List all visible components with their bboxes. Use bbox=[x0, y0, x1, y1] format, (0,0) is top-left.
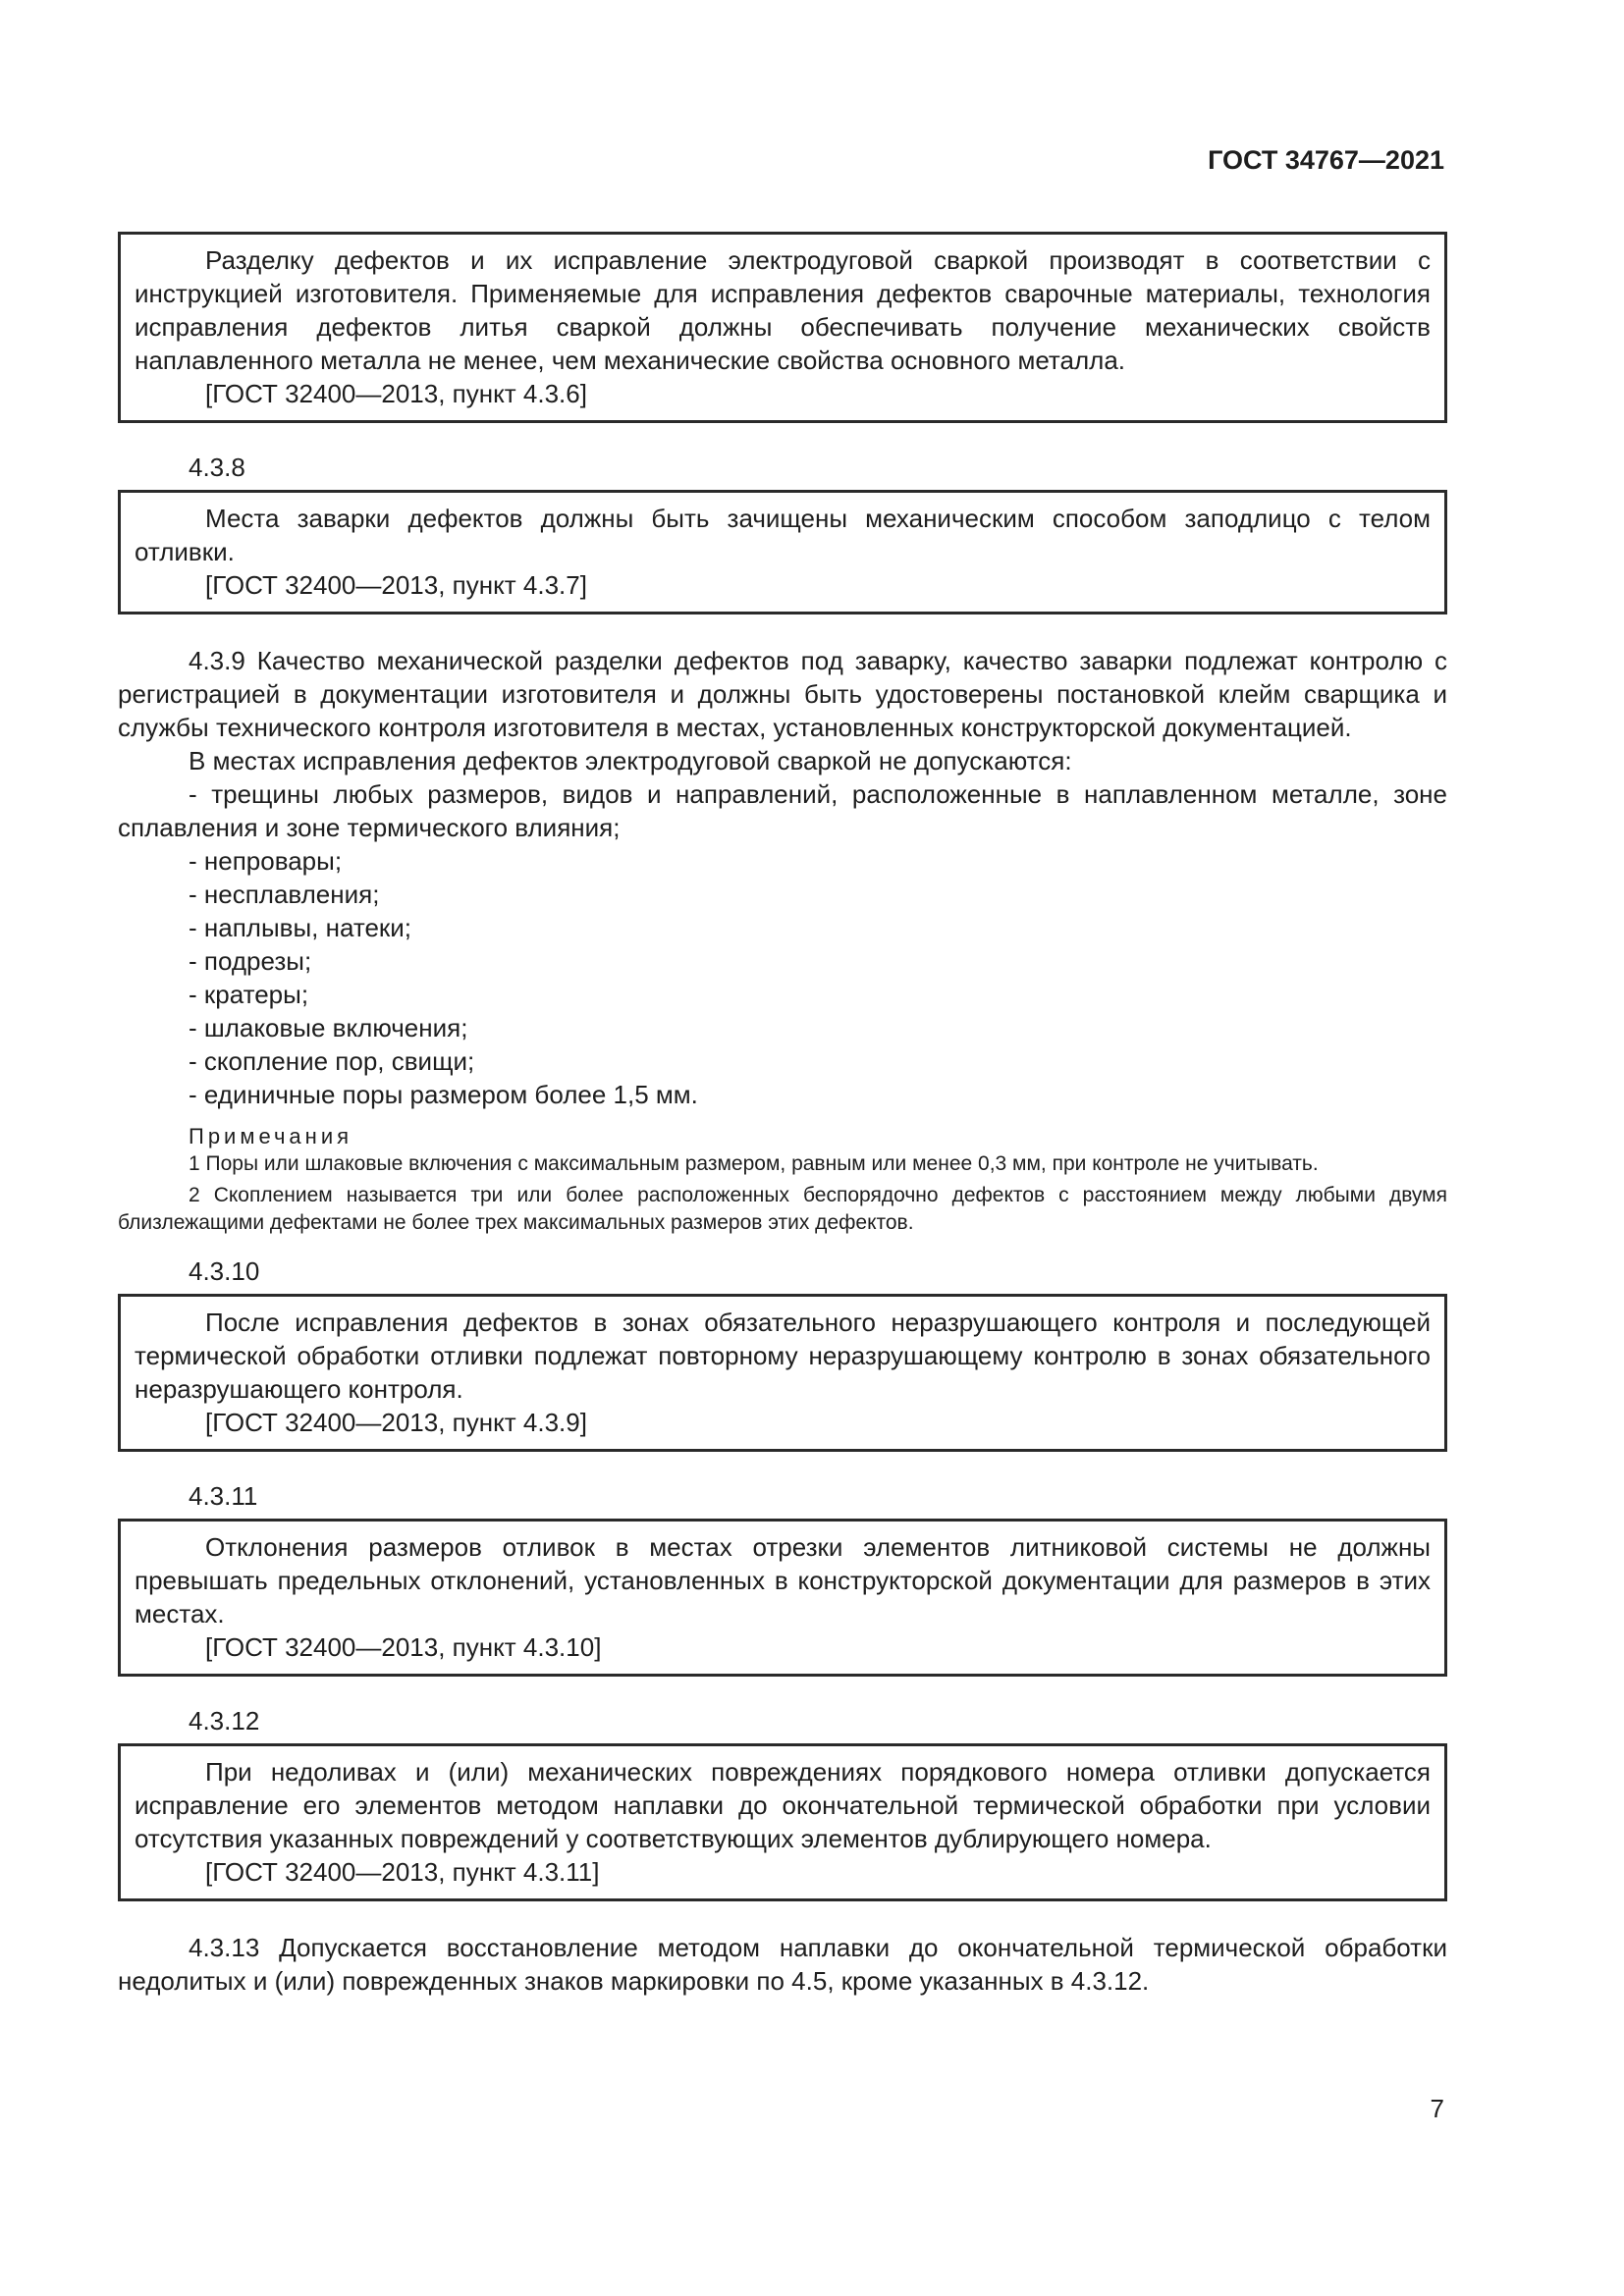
quoted-clause-box bbox=[118, 490, 1447, 614]
page-content bbox=[118, 232, 1447, 1998]
list-item: - несплавления; bbox=[189, 880, 380, 909]
quoted-clause-box bbox=[118, 1294, 1447, 1452]
list-item: - кратеры; bbox=[189, 980, 309, 1009]
clause-reference: [ГОСТ 32400—2013, пункт 4.3.11] bbox=[205, 1857, 600, 1887]
page-number: 7 bbox=[1430, 2094, 1444, 2123]
clause-number: 4.3.11 bbox=[189, 1481, 258, 1511]
list-item: - непровары; bbox=[189, 846, 343, 876]
clause-reference: [ГОСТ 32400—2013, пункт 4.3.7] bbox=[205, 570, 587, 600]
clause-number: 4.3.12 bbox=[189, 1706, 260, 1735]
list-item: - подрезы; bbox=[189, 946, 312, 976]
list-item: - шлаковые включения; bbox=[189, 1013, 468, 1042]
note-item: 1 Поры или шлаковые включения с максимальным размером, равным или менее 0,3 мм, при контроле не учитывать. bbox=[189, 1152, 1319, 1175]
list-item: - наплывы, натеки; bbox=[189, 913, 412, 942]
quoted-clause-box bbox=[118, 232, 1447, 423]
clause-text: Отклонения размеров отливок в местах отрезки элементов литниковой системы не должны превышать предельных отклонений, установленных в конструкторской документации для размеров в этих местах. bbox=[135, 1532, 1431, 1629]
clause-reference: [ГОСТ 32400—2013, пункт 4.3.10] bbox=[205, 1632, 602, 1662]
clause-text: После исправления дефектов в зонах обязательного неразрушающего контроля и последующей термической обработки отливки подлежат повторному неразрушающему контролю в зонах обязательного неразрушающего контроля. bbox=[135, 1308, 1431, 1404]
notes-heading: Примечания bbox=[189, 1124, 353, 1148]
clause-number: 4.3.10 bbox=[189, 1256, 260, 1286]
clause-text: При недоливах и (или) механических повреждениях порядкового номера отливки допускается исправление его элементов методом наплавки до окончательной термической обработки при условии отсутствия указанных повреждений у соответствующих элементов дублирующего номера. bbox=[135, 1757, 1431, 1853]
quoted-clause-box bbox=[118, 1743, 1447, 1901]
list-item: - единичные поры размером более 1,5 мм. bbox=[189, 1080, 698, 1109]
clause-reference: [ГОСТ 32400—2013, пункт 4.3.9] bbox=[205, 1408, 587, 1437]
clause-paragraph: 4.3.9 Качество механической разделки дефектов под заварку, качество заварки подлежат контролю с регистрацией в документации изготовителя и должны быть удостоверены постановкой клейм сварщика и службы технического контроля изготовителя в местах, установленных конструкторской документацией. bbox=[118, 646, 1447, 742]
clause-paragraph: 4.3.13 Допускается восстановление методом наплавки до окончательной термической обработки недолитых и (или) поврежденных знаков маркировки по 4.5, кроме указанных в 4.3.12. bbox=[118, 1933, 1447, 1996]
quoted-clause-box bbox=[118, 1519, 1447, 1677]
list-intro: В местах исправления дефектов электродуговой сваркой не допускаются: bbox=[189, 746, 1072, 775]
clause-reference: [ГОСТ 32400—2013, пункт 4.3.6] bbox=[205, 379, 587, 408]
document-number: ГОСТ 34767—2021 bbox=[1208, 145, 1444, 175]
note-item: 2 Скоплением называется три или более расположенных беспорядочно дефектов с расстоянием между любыми двумя близлежащими дефектами не более трех максимальных размеров этих дефектов. bbox=[118, 1184, 1447, 1234]
list-item: - трещины любых размеров, видов и направлений, расположенные в наплавленном металле, зоне сплавления и зоне термического влияния; bbox=[118, 779, 1447, 842]
list-item: - скопление пор, свищи; bbox=[189, 1046, 475, 1076]
clause-text: Разделку дефектов и их исправление электродуговой сваркой производят в соответствии с инструкцией изготовителя. Применяемые для исправления дефектов сварочные материалы, технология исправления дефектов литья сваркой должны обеспечивать получение механических свойств наплавленного металла не менее, чем механические свойства основного металла. bbox=[135, 245, 1431, 375]
clause-text: Места заварки дефектов должны быть зачищены механическим способом заподлицо с телом отливки. bbox=[135, 504, 1431, 566]
clause-number: 4.3.8 bbox=[189, 453, 245, 482]
